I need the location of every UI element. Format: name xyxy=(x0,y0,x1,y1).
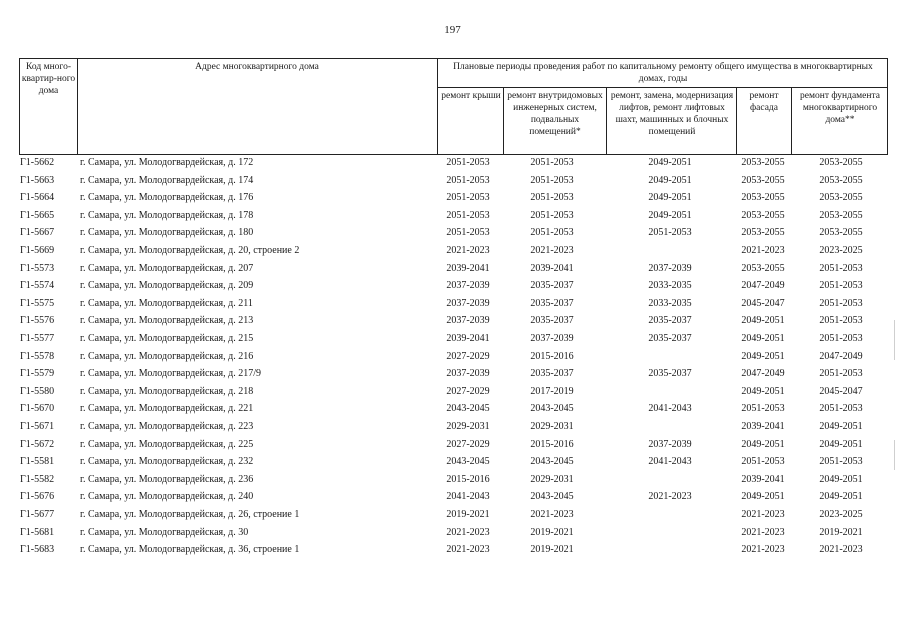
cell-roof: 2037-2039 xyxy=(446,315,490,327)
cell-facade: 2049-2051 xyxy=(741,438,785,450)
cell-address: г. Самара, ул. Молодогвардейская, д. 236 xyxy=(80,473,254,485)
cell-engineering: 2039-2041 xyxy=(530,262,574,274)
table-row xyxy=(0,400,905,418)
table-row xyxy=(0,383,905,401)
cell-code: Г1-5663 xyxy=(20,174,55,186)
cell-roof: 2051-2053 xyxy=(446,227,490,239)
cell-code: Г1-5582 xyxy=(20,473,55,485)
cell-roof: 2043-2045 xyxy=(446,403,490,415)
cell-engineering: 2021-2023 xyxy=(530,245,574,256)
header-roof: ремонт крыши xyxy=(441,91,501,101)
cell-facade: 2053-2055 xyxy=(741,192,785,204)
table-row xyxy=(0,418,905,436)
cell-code: Г1-5577 xyxy=(20,333,55,344)
cell-code: Г1-5670 xyxy=(20,403,55,415)
cell-engineering: 2015-2016 xyxy=(530,438,574,450)
cell-lifts: 2033-2035 xyxy=(648,297,692,309)
table-row xyxy=(0,330,905,348)
cell-facade: 2053-2055 xyxy=(741,157,785,168)
cell-engineering: 2037-2039 xyxy=(530,333,574,344)
header-divider xyxy=(438,87,888,88)
cell-code: Г1-5581 xyxy=(20,456,55,468)
cell-code: Г1-5676 xyxy=(20,491,55,503)
cell-foundation: 2053-2055 xyxy=(819,174,863,186)
cell-foundation: 2051-2053 xyxy=(819,456,863,468)
cell-lifts: 2035-2037 xyxy=(648,368,692,380)
cell-roof: 2051-2053 xyxy=(446,174,490,186)
cell-code: Г1-5662 xyxy=(20,157,55,168)
header-foundation: ремонт фундамента многоквартирного дома** xyxy=(800,91,880,125)
table-row xyxy=(0,277,905,295)
cell-lifts: 2049-2051 xyxy=(648,157,692,168)
header-divider xyxy=(606,87,607,155)
table-header xyxy=(19,58,888,155)
cell-roof: 2027-2029 xyxy=(446,438,490,450)
cell-address: г. Самара, ул. Молодогвардейская, д. 218 xyxy=(80,385,254,397)
cell-code: Г1-5573 xyxy=(20,262,55,274)
scan-edge-mark xyxy=(894,440,895,470)
cell-facade: 2053-2055 xyxy=(741,262,785,274)
header-address: Адрес многоквартирного дома xyxy=(195,62,319,72)
cell-address: г. Самара, ул. Молодогвардейская, д. 207 xyxy=(80,262,254,274)
cell-code: Г1-5575 xyxy=(20,297,55,309)
table-row xyxy=(0,348,905,366)
cell-facade: 2021-2023 xyxy=(741,544,785,556)
page-number: 197 xyxy=(444,24,461,36)
cell-roof: 2019-2021 xyxy=(446,509,490,520)
table-row xyxy=(0,242,905,260)
cell-foundation: 2023-2025 xyxy=(819,509,863,520)
header-lifts: ремонт, замена, модернизация лифтов, ремонт лифтовых шахт, машинных и блочных помещений xyxy=(610,91,734,137)
cell-engineering: 2043-2045 xyxy=(530,403,574,415)
cell-address: г. Самара, ул. Молодогвардейская, д. 30 xyxy=(80,526,249,538)
cell-roof: 2027-2029 xyxy=(446,385,490,397)
cell-engineering: 2051-2053 xyxy=(530,174,574,186)
cell-address: г. Самара, ул. Молодогвардейская, д. 221 xyxy=(80,403,254,415)
cell-roof: 2015-2016 xyxy=(446,473,490,485)
cell-code: Г1-5683 xyxy=(20,544,55,556)
cell-engineering: 2019-2021 xyxy=(530,544,574,556)
table-row xyxy=(0,488,905,506)
cell-engineering: 2051-2053 xyxy=(530,209,574,221)
scan-edge-mark xyxy=(894,320,895,360)
cell-engineering: 2051-2053 xyxy=(530,227,574,239)
cell-roof: 2037-2039 xyxy=(446,368,490,380)
cell-roof: 2039-2041 xyxy=(446,262,490,274)
cell-engineering: 2035-2037 xyxy=(530,297,574,309)
cell-roof: 2021-2023 xyxy=(446,526,490,538)
cell-foundation: 2051-2053 xyxy=(819,262,863,274)
cell-roof: 2051-2053 xyxy=(446,157,490,168)
cell-foundation: 2053-2055 xyxy=(819,157,863,168)
cell-engineering: 2035-2037 xyxy=(530,315,574,327)
cell-address: г. Самара, ул. Молодогвардейская, д. 223 xyxy=(80,421,254,432)
cell-engineering: 2043-2045 xyxy=(530,491,574,503)
cell-lifts: 2049-2051 xyxy=(648,209,692,221)
cell-engineering: 2029-2031 xyxy=(530,421,574,432)
table-row xyxy=(0,436,905,454)
cell-foundation: 2045-2047 xyxy=(819,385,863,397)
cell-facade: 2021-2023 xyxy=(741,526,785,538)
cell-address: г. Самара, ул. Молодогвардейская, д. 180 xyxy=(80,227,254,239)
cell-facade: 2039-2041 xyxy=(741,473,785,485)
cell-foundation: 2049-2051 xyxy=(819,491,863,503)
cell-code: Г1-5578 xyxy=(20,350,55,362)
cell-foundation: 2049-2051 xyxy=(819,421,863,432)
cell-lifts: 2051-2053 xyxy=(648,227,692,239)
cell-code: Г1-5671 xyxy=(20,421,55,432)
cell-lifts: 2041-2043 xyxy=(648,403,692,415)
cell-foundation: 2023-2025 xyxy=(819,245,863,256)
cell-foundation: 2051-2053 xyxy=(819,333,863,344)
cell-facade: 2047-2049 xyxy=(741,368,785,380)
cell-facade: 2039-2041 xyxy=(741,421,785,432)
cell-engineering: 2029-2031 xyxy=(530,473,574,485)
table-row xyxy=(0,207,905,225)
table-row xyxy=(0,453,905,471)
header-code: Код много-квартир-ного дома xyxy=(21,62,76,96)
cell-foundation: 2051-2053 xyxy=(819,280,863,292)
cell-code: Г1-5669 xyxy=(20,245,55,256)
cell-engineering: 2015-2016 xyxy=(530,350,574,362)
cell-address: г. Самара, ул. Молодогвардейская, д. 217/9 xyxy=(80,368,261,380)
cell-facade: 2045-2047 xyxy=(741,297,785,309)
table-row xyxy=(0,524,905,542)
cell-address: г. Самара, ул. Молодогвардейская, д. 26, строение 1 xyxy=(80,509,300,520)
cell-lifts: 2037-2039 xyxy=(648,438,692,450)
cell-foundation: 2051-2053 xyxy=(819,368,863,380)
cell-facade: 2053-2055 xyxy=(741,209,785,221)
cell-address: г. Самара, ул. Молодогвардейская, д. 176 xyxy=(80,192,254,204)
cell-roof: 2027-2029 xyxy=(446,350,490,362)
header-divider xyxy=(503,87,504,155)
cell-foundation: 2051-2053 xyxy=(819,403,863,415)
cell-roof: 2037-2039 xyxy=(446,280,490,292)
cell-engineering: 2035-2037 xyxy=(530,368,574,380)
cell-roof: 2021-2023 xyxy=(446,245,490,256)
header-periods: Плановые периоды проведения работ по капитальному ремонту общего имущества в многоквартирных домах, годы xyxy=(453,62,873,84)
cell-facade: 2049-2051 xyxy=(741,385,785,397)
table-row xyxy=(0,172,905,190)
cell-foundation: 2021-2023 xyxy=(819,544,863,556)
header-divider xyxy=(437,58,438,155)
cell-address: г. Самара, ул. Молодогвардейская, д. 240 xyxy=(80,491,254,503)
cell-foundation: 2051-2053 xyxy=(819,315,863,327)
cell-address: г. Самара, ул. Молодогвардейская, д. 213 xyxy=(80,315,254,327)
cell-facade: 2053-2055 xyxy=(741,174,785,186)
cell-foundation: 2047-2049 xyxy=(819,350,863,362)
cell-foundation: 2049-2051 xyxy=(819,473,863,485)
cell-roof: 2037-2039 xyxy=(446,297,490,309)
cell-facade: 2021-2023 xyxy=(741,509,785,520)
cell-address: г. Самара, ул. Молодогвардейская, д. 172 xyxy=(80,157,254,168)
cell-code: Г1-5580 xyxy=(20,385,55,397)
cell-facade: 2051-2053 xyxy=(741,403,785,415)
cell-foundation: 2053-2055 xyxy=(819,192,863,204)
cell-roof: 2041-2043 xyxy=(446,491,490,503)
cell-code: Г1-5665 xyxy=(20,209,55,221)
table-row xyxy=(0,471,905,489)
table-row xyxy=(0,154,905,172)
cell-facade: 2053-2055 xyxy=(741,227,785,239)
cell-facade: 2049-2051 xyxy=(741,333,785,344)
cell-code: Г1-5672 xyxy=(20,438,55,450)
cell-engineering: 2021-2023 xyxy=(530,509,574,520)
cell-roof: 2051-2053 xyxy=(446,209,490,221)
cell-roof: 2039-2041 xyxy=(446,333,490,344)
cell-address: г. Самара, ул. Молодогвардейская, д. 174 xyxy=(80,174,254,186)
header-divider xyxy=(736,87,737,155)
cell-foundation: 2053-2055 xyxy=(819,227,863,239)
table-row xyxy=(0,312,905,330)
cell-lifts: 2049-2051 xyxy=(648,174,692,186)
cell-address: г. Самара, ул. Молодогвардейская, д. 232 xyxy=(80,456,254,468)
cell-code: Г1-5681 xyxy=(20,526,55,538)
cell-facade: 2049-2051 xyxy=(741,350,785,362)
cell-foundation: 2019-2021 xyxy=(819,526,863,538)
cell-roof: 2051-2053 xyxy=(446,192,490,204)
cell-lifts: 2021-2023 xyxy=(648,491,692,503)
cell-address: г. Самара, ул. Молодогвардейская, д. 225 xyxy=(80,438,254,450)
cell-engineering: 2043-2045 xyxy=(530,456,574,468)
cell-address: г. Самара, ул. Молодогвардейская, д. 209 xyxy=(80,280,254,292)
cell-lifts: 2041-2043 xyxy=(648,456,692,468)
cell-code: Г1-5574 xyxy=(20,280,55,292)
cell-engineering: 2019-2021 xyxy=(530,526,574,538)
cell-foundation: 2053-2055 xyxy=(819,209,863,221)
cell-lifts: 2033-2035 xyxy=(648,280,692,292)
header-facade: ремонт фасада xyxy=(749,91,779,113)
table-row xyxy=(0,189,905,207)
table-row xyxy=(0,224,905,242)
cell-foundation: 2051-2053 xyxy=(819,297,863,309)
cell-address: г. Самара, ул. Молодогвардейская, д. 20, строение 2 xyxy=(80,245,300,256)
table-row xyxy=(0,506,905,524)
cell-address: г. Самара, ул. Молодогвардейская, д. 215 xyxy=(80,333,254,344)
cell-facade: 2049-2051 xyxy=(741,491,785,503)
cell-engineering: 2051-2053 xyxy=(530,157,574,168)
cell-lifts: 2035-2037 xyxy=(648,333,692,344)
cell-engineering: 2017-2019 xyxy=(530,385,574,397)
cell-address: г. Самара, ул. Молодогвардейская, д. 36, строение 1 xyxy=(80,544,300,556)
table-row xyxy=(0,365,905,383)
cell-engineering: 2051-2053 xyxy=(530,192,574,204)
cell-code: Г1-5664 xyxy=(20,192,55,204)
table-row xyxy=(0,541,905,559)
cell-roof: 2043-2045 xyxy=(446,456,490,468)
cell-code: Г1-5576 xyxy=(20,315,55,327)
cell-engineering: 2035-2037 xyxy=(530,280,574,292)
table-row xyxy=(0,295,905,313)
cell-lifts: 2037-2039 xyxy=(648,262,692,274)
cell-address: г. Самара, ул. Молодогвардейская, д. 211 xyxy=(80,297,253,309)
cell-lifts: 2035-2037 xyxy=(648,315,692,327)
cell-facade: 2049-2051 xyxy=(741,315,785,327)
cell-lifts: 2049-2051 xyxy=(648,192,692,204)
cell-code: Г1-5667 xyxy=(20,227,55,239)
table-row xyxy=(0,260,905,278)
cell-code: Г1-5579 xyxy=(20,368,55,380)
header-engineering: ремонт внутридомовых инженерных систем, подвальных помещений* xyxy=(507,91,603,137)
cell-address: г. Самара, ул. Молодогвардейская, д. 216 xyxy=(80,350,254,362)
cell-facade: 2047-2049 xyxy=(741,280,785,292)
cell-roof: 2021-2023 xyxy=(446,544,490,556)
cell-code: Г1-5677 xyxy=(20,509,55,520)
cell-address: г. Самара, ул. Молодогвардейская, д. 178 xyxy=(80,209,254,221)
cell-facade: 2021-2023 xyxy=(741,245,785,256)
cell-foundation: 2049-2051 xyxy=(819,438,863,450)
cell-roof: 2029-2031 xyxy=(446,421,490,432)
cell-facade: 2051-2053 xyxy=(741,456,785,468)
